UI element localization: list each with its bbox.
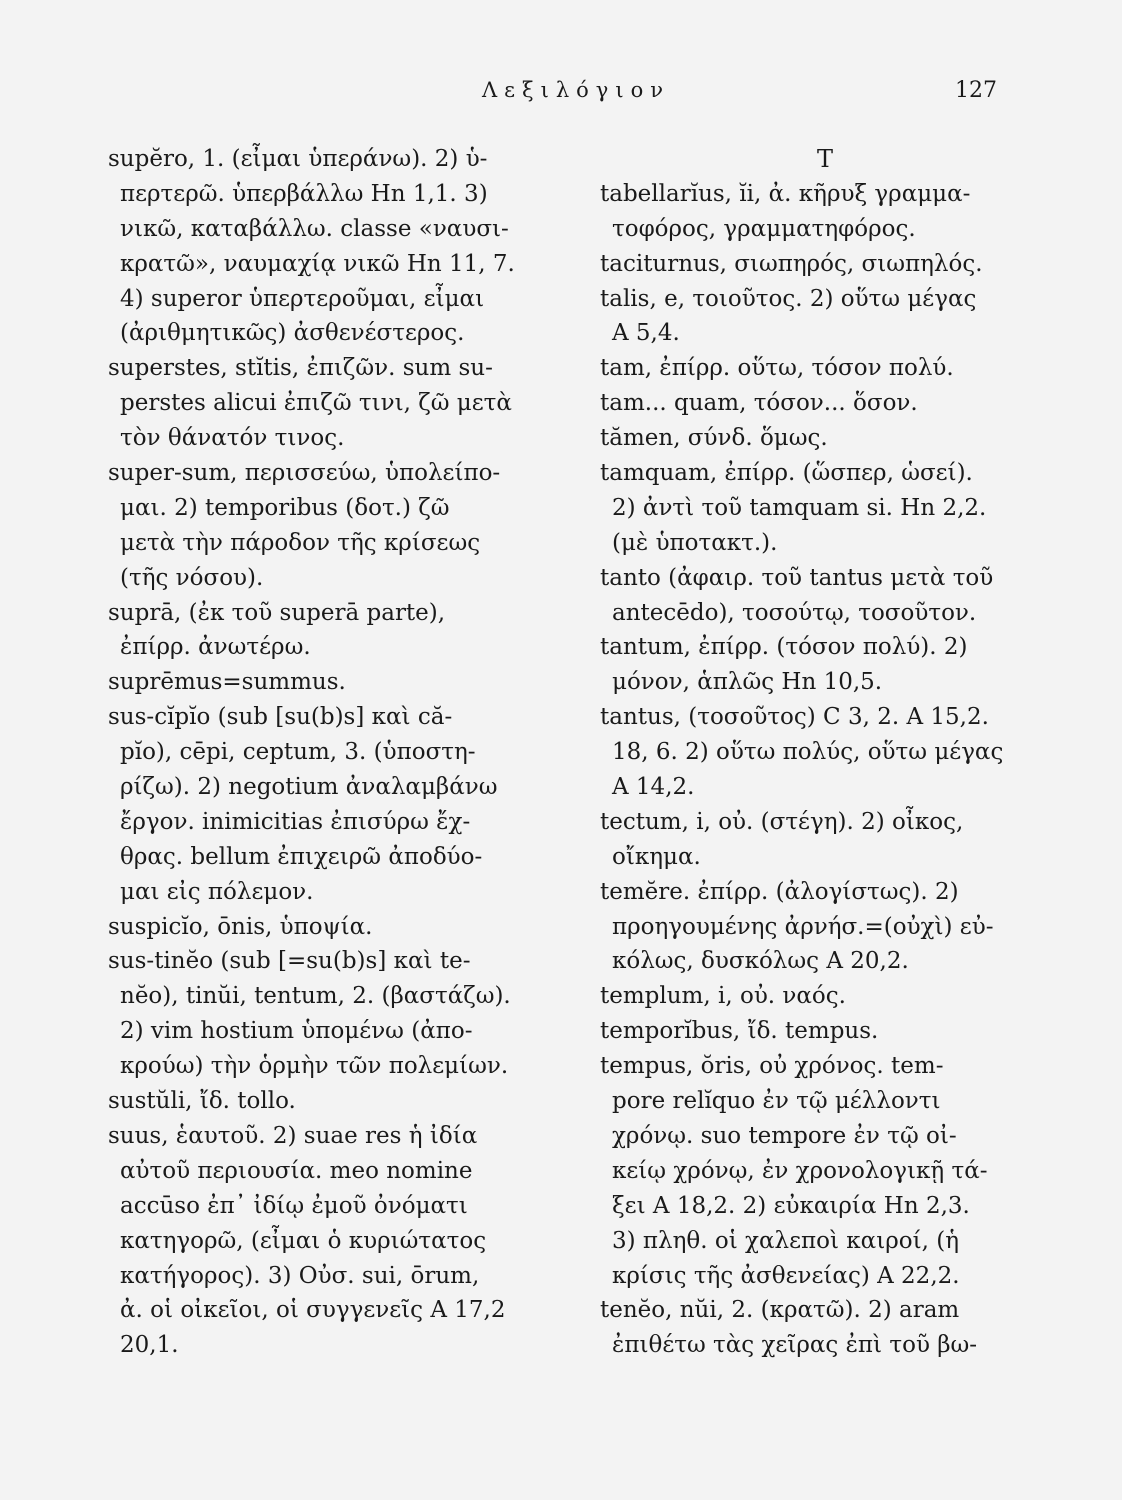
text-line: tam... quam, τόσον... ὅσον. [600, 390, 918, 417]
text-line: 4) superor ὑπερτεροῦμαι, εἶμαι [120, 285, 485, 312]
text-line: superstes, stĭtis, ἐπιζῶν. sum su- [108, 355, 493, 382]
text-line: sus-tinĕo (sub [=su(b)s] καὶ te- [108, 948, 471, 975]
text-line: ρίζω). 2) negotium ἀναλαμβάνω [120, 774, 498, 801]
text-line: nĕo), tinŭi, tentum, 2. (βαστάζω). [120, 983, 511, 1010]
text-line: suus, ἑαυτοῦ. 2) suae res ἡ ἰδία [108, 1122, 478, 1149]
text-line: ἐπίρρ. ἀνωτέρω. [120, 634, 311, 661]
text-line: super-sum, περισσεύω, ὑπολείπο- [108, 460, 501, 487]
text-line: κρατῶ», ναυμαχίᾳ νικῶ Hn 11, 7. [120, 250, 515, 277]
page-number: 127 [955, 78, 997, 103]
text-line: talis, e, τοιοῦτος. 2) οὕτω μέγας [600, 285, 977, 312]
text-line: 2) vim hostium ὑπομένω (ἀπο- [120, 1018, 473, 1045]
text-line: κατήγορος). 3) Οὐσ. sui, ōrum, [120, 1262, 480, 1289]
text-line: κατηγορῶ, (εἶμαι ὁ κυριώτατος [120, 1227, 487, 1254]
text-line: νικῶ, καταβάλλω. classe «ναυσι- [120, 215, 509, 242]
left-column [108, 142, 594, 1363]
text-line: (τῆς νόσου). [120, 564, 264, 591]
text-line: sus-cĭpĭo (sub [su(b)s] καὶ că- [108, 704, 453, 731]
text-line: tenĕo, nŭi, 2. (κρατῶ). 2) aram [600, 1297, 960, 1324]
text-line: tamquam, ἐπίρρ. (ὥσπερ, ὡσεί). [600, 460, 973, 487]
text-line: tantum, ἐπίρρ. (τόσον πολύ). 2) [600, 634, 968, 661]
section-letter: T [816, 145, 833, 173]
text-line: ξει A 18,2. 2) εὐκαιρία Hn 2,3. [612, 1192, 970, 1219]
right-column [600, 142, 1050, 1363]
text-line: τὸν θάνατόν τινος. [120, 425, 345, 452]
text-line: κείῳ χρόνῳ, ἐν χρονολογικῇ τά- [612, 1157, 988, 1184]
text-line: pĭo), cēpi, ceptum, 3. (ὑποστη- [120, 739, 476, 766]
text-line: tam, ἐπίρρ. οὕτω, τόσον πολύ. [600, 355, 954, 382]
text-line: αὐτοῦ περιουσία. meo nomine [120, 1157, 473, 1184]
text-line: tantus, (τοσοῦτος) C 3, 2. A 15,2. [600, 704, 989, 731]
text-line: antecēdo), τοσούτῳ, τοσοῦτον. [612, 599, 977, 626]
text-line: κόλως, δυσκόλως A 20,2. [612, 948, 909, 975]
text-line: θρας. bellum ἐπιχειρῶ ἀποδύο- [120, 843, 483, 870]
text-line: temporĭbus, ἴδ. tempus. [600, 1018, 879, 1045]
text-line: tectum, i, οὐ. (στέγη). 2) οἶκος, [600, 808, 964, 835]
text-line: pore relĭquo ἐν τῷ μέλλοντι [612, 1088, 941, 1115]
text-line: (ἀριθμητικῶς) ἀσθενέστερος. [120, 320, 465, 347]
text-line: temĕre. ἐπίρρ. (ἀλογίστως). 2) [600, 878, 959, 905]
text-line: χρόνῳ. suo tempore ἐν τῷ οἰ- [612, 1122, 957, 1149]
text-line: ἀ. οἱ οἰκεῖοι, οἱ συγγενεῖς A 17,2 [120, 1297, 506, 1324]
text-line: supĕro, 1. (εἶμαι ὑπεράνω). 2) ὑ- [108, 146, 488, 172]
text-line: A 14,2. [612, 774, 695, 801]
text-line: A 5,4. [612, 320, 680, 347]
text-line: tanto (ἀφαιρ. τοῦ tantus μετὰ τοῦ [600, 564, 994, 591]
text-line: μαι. 2) temporibus (δοτ.) ζῶ [120, 494, 450, 521]
text-line: ἔργον. inimicitias ἐπισύρω ἔχ- [120, 808, 471, 835]
text-line: ἐπιθέτω τὰς χεῖρας ἐπὶ τοῦ βω- [612, 1332, 978, 1359]
text-line: 20,1. [120, 1332, 179, 1359]
text-line: tămen, σύνδ. ὅμως. [600, 425, 828, 452]
text-line: προηγουμένης ἀρνήσ.=(οὐχὶ) εὐ- [612, 913, 994, 940]
text-line: τοφόρος, γραμματηφόρος. [612, 215, 916, 242]
text-line: οἴκημα. [612, 843, 701, 870]
text-line: templum, i, οὐ. ναός. [600, 983, 846, 1010]
text-line: tempus, ŏris, οὐ χρόνος. tem- [600, 1053, 944, 1080]
text-line: (μὲ ὑποτακτ.). [612, 529, 778, 556]
text-line: 3) πληθ. οἱ χαλεποὶ καιροί, (ἡ [612, 1227, 959, 1254]
text-line: sustŭli, ἴδ. tollo. [108, 1088, 296, 1115]
text-line: 2) ἀντὶ τοῦ tamquam si. Hn 2,2. [612, 494, 987, 521]
text-line: κρίσις τῆς ἀσθενείας) A 22,2. [612, 1262, 960, 1289]
text-line: taciturnus, σιωπηρός, σιωπηλός. [600, 250, 983, 277]
text-line: κρούω) τὴν ὁρμὴν τῶν πολεμίων. [120, 1053, 509, 1080]
running-title: Λεξιλόγιον [482, 78, 670, 102]
text-line: suprā, (ἐκ τοῦ superā parte), [108, 599, 446, 626]
text-line: μετὰ τὴν πάροδον τῆς κρίσεως [120, 529, 481, 556]
text-line: perstes alicui ἐπιζῶ τινι, ζῶ μετὰ [120, 390, 512, 417]
text-line: μαι εἰς πόλεμον. [120, 878, 314, 905]
text-line: περτερῶ. ὑπερβάλλω Hn 1,1. 3) [120, 180, 488, 207]
text-line: tabellarĭus, ĭi, ἀ. κῆρυξ γραμμα- [600, 180, 971, 207]
page-header [0, 78, 1122, 108]
text-line: accūso ἐπ᾽ ἰδίῳ ἐμοῦ ὀνόματι [120, 1192, 468, 1219]
text-line: μόνον, ἁπλῶς Hn 10,5. [612, 669, 883, 696]
text-line: 18, 6. 2) οὕτω πολύς, οὕτω μέγας [612, 739, 1004, 766]
text-line: suspicĭo, ōnis, ὑποψία. [108, 913, 373, 940]
text-line: suprēmus=summus. [108, 669, 346, 696]
